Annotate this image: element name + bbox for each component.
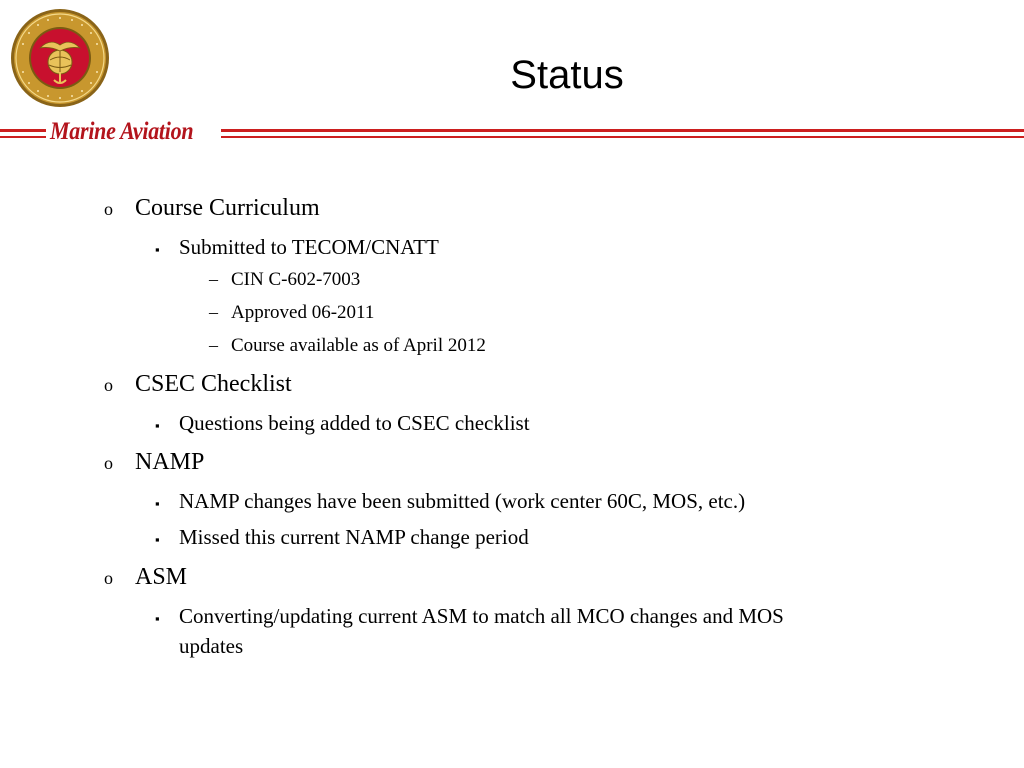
list-item: – Course available as of April 2012 xyxy=(209,335,486,356)
bullet-circle: o xyxy=(104,375,113,395)
list-item-continuation: updates xyxy=(179,634,244,658)
bullet-dash: – xyxy=(209,335,218,355)
list-item: ▪ Questions being added to CSEC checklist xyxy=(155,411,530,435)
bullet-square: ▪ xyxy=(155,496,160,511)
list-item: – Approved 06-2011 xyxy=(209,302,375,323)
list-item: ▪ Submitted to TECOM/CNATT xyxy=(155,235,439,259)
list-item: ▪ Converting/updating current ASM to match all MCO changes and MOS xyxy=(155,604,784,628)
bullet-square: ▪ xyxy=(155,532,160,547)
bullet-square: ▪ xyxy=(155,611,160,626)
list-item: o CSEC Checklist xyxy=(104,371,292,397)
list-item: o ASM xyxy=(104,564,188,590)
list-item: ▪ Missed this current NAMP change period xyxy=(155,525,529,549)
list-item: – CIN C-602-7003 xyxy=(209,269,361,290)
list-item: o Course Curriculum xyxy=(104,195,320,221)
marine-aviation-logo-text: Marine Aviation xyxy=(50,118,194,145)
bullet-circle: o xyxy=(104,568,113,588)
list-item: ▪ NAMP changes have been submitted (work center 60C, MOS, etc.) xyxy=(155,489,746,513)
bullet-square: ▪ xyxy=(155,418,160,433)
bullet-circle: o xyxy=(104,199,113,219)
bullet-square: ▪ xyxy=(155,242,160,257)
page-title: Status xyxy=(510,53,624,97)
bullet-dash: – xyxy=(209,269,218,289)
list-item: o NAMP xyxy=(104,449,205,475)
bullet-circle: o xyxy=(104,453,113,473)
bullet-dash: – xyxy=(209,302,218,322)
